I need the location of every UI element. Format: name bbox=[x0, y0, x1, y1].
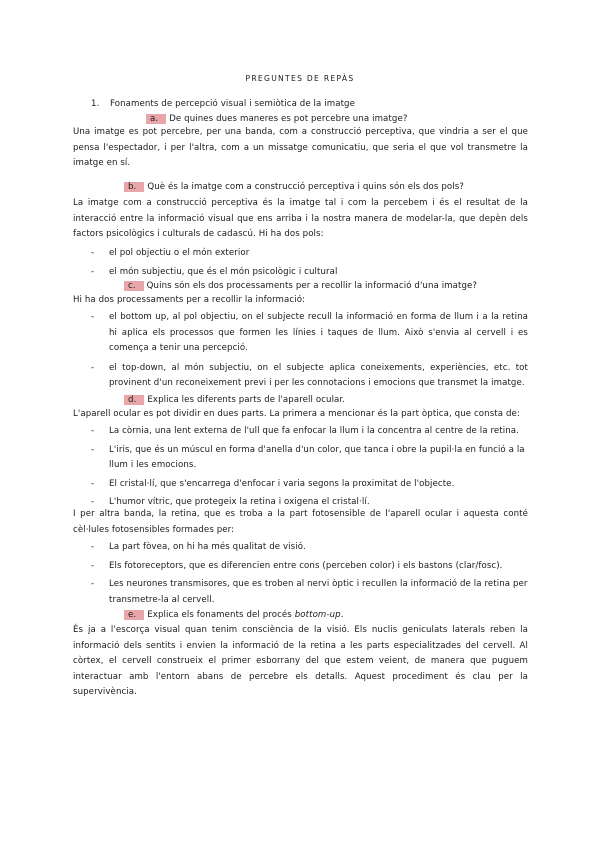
question-e bbox=[124, 610, 344, 620]
section-heading-text: Fonaments de percepció visual i semiòtica de la imatge bbox=[110, 99, 355, 109]
question-e-end: . bbox=[340, 610, 344, 620]
question-e-text: Explica els fonaments del procés bbox=[147, 610, 295, 620]
list-item: - L'iris, que és un múscul en forma d'anella d'un color, que tanca i obre la pupil·la en funció a la llum i les emocions. bbox=[73, 443, 528, 474]
list-item: - La part fòvea, on hi ha més qualitat de visió. bbox=[73, 540, 528, 556]
page-title: PREGUNTES DE REPÀS bbox=[245, 74, 355, 83]
question-d bbox=[124, 395, 345, 405]
list-item: - La còrnia, una lent externa de l'ull que fa enfocar la llum i la concentra al centre de la retina. bbox=[73, 424, 528, 440]
list-item: - L'humor vítric, que protegeix la retina i oxigena el cristal·lí. bbox=[73, 495, 528, 511]
list-item: - el top-down, al món subjectiu, on el subjecte aplica coneixements, experiències, etc. tot provinent d'un reconeixement previ i per les connotacions i emocions que transmet la imatge. bbox=[73, 361, 528, 392]
answer-d-retina: I per altra banda, la retina, que es troba a la part fotosensible de l'aparell ocular i aquesta conté cèl·lules fotosensibles formades per: bbox=[73, 509, 528, 535]
question-a-letter: a. bbox=[146, 114, 166, 124]
processing-list bbox=[73, 310, 528, 396]
list-item: - el món subjectiu, que és el món psicològic i cultural bbox=[73, 265, 528, 281]
list-item: - Els fotoreceptors, que es diferencien entre cons (perceben color) i els bastons (clar/fosc). bbox=[73, 559, 528, 575]
section-heading bbox=[91, 99, 391, 109]
list-item: - el pol objectiu o el món exterior bbox=[73, 246, 528, 262]
question-c-text: Quins són els dos processaments per a recollir la informació d'una imatge? bbox=[146, 281, 478, 291]
list-item: - El cristal·lí, que s'encarrega d'enfocar i varia segons la proximitat de l'objecte. bbox=[73, 477, 528, 493]
retina-parts-list bbox=[73, 540, 528, 611]
list-item: - el bottom up, al pol objectiu, on el subjecte recull la informació en forma de llum i a la retina hi aplica els processos que formen les línies i taques de llum. Això s'envia al cervell i es comença a tenir una percepció. bbox=[73, 310, 528, 357]
question-c bbox=[124, 281, 477, 291]
answer-a: Una imatge es pot percebre, per una banda, com a construcció perceptiva, que vindria a ser el que pensa l'espectador, i per l'altra, com a un missatge comunicatiu, que seria el que vol transmetre la imatge en sí. bbox=[73, 127, 528, 169]
question-e-letter: e. bbox=[124, 610, 144, 620]
answer-e: És ja a l'escorça visual quan tenim consciència de la visió. Els nuclis geniculats laterals reben la informació dels sentits i envien la informació de la retina a les parts especialitzades del cervell. Al còrtex, el cervell construeix el primer esborrany del que estem veient, de manera que puguem interactuar amb l'entorn abans de percebre els detalls. Aquest procediment és clau per la supervivència. bbox=[73, 625, 528, 698]
answer-d-intro: L'aparell ocular es pot dividir en dues parts. La primera a mencionar és la part òptica, que consta de: bbox=[73, 409, 520, 419]
section-number: 1. bbox=[91, 99, 100, 109]
question-c-letter: c. bbox=[124, 281, 144, 291]
question-d-letter: d. bbox=[124, 395, 144, 405]
list-item: - Les neurones transmisores, que es troben al nervi òptic i recullen la informació de la retina per transmetre-la al cervell. bbox=[73, 577, 528, 608]
poles-list bbox=[73, 246, 528, 283]
answer-c-intro: Hi ha dos processaments per a recollir la informació: bbox=[73, 295, 306, 305]
answer-b: La imatge com a construcció perceptiva és la imatge tal i com la percebem i és el resultat de la interacció entre la informació visual que ens arriba i la nostra manera de modelar-la, que depèn dels factors psicològics i culturals de cadascú. Hi ha dos pols: bbox=[73, 198, 528, 240]
question-b-letter: b. bbox=[124, 182, 144, 192]
optical-parts-list bbox=[73, 424, 528, 514]
question-a-text: De quines dues maneres es pot percebre una imatge? bbox=[169, 114, 408, 124]
question-b-text: Què és la imatge com a construcció perceptiva i quins són els dos pols? bbox=[147, 182, 464, 192]
question-b bbox=[124, 182, 464, 192]
question-a bbox=[146, 114, 408, 124]
question-e-italic: bottom-up bbox=[294, 610, 341, 620]
question-d-text: Explica les diferents parts de l'aparell ocular. bbox=[147, 395, 346, 405]
